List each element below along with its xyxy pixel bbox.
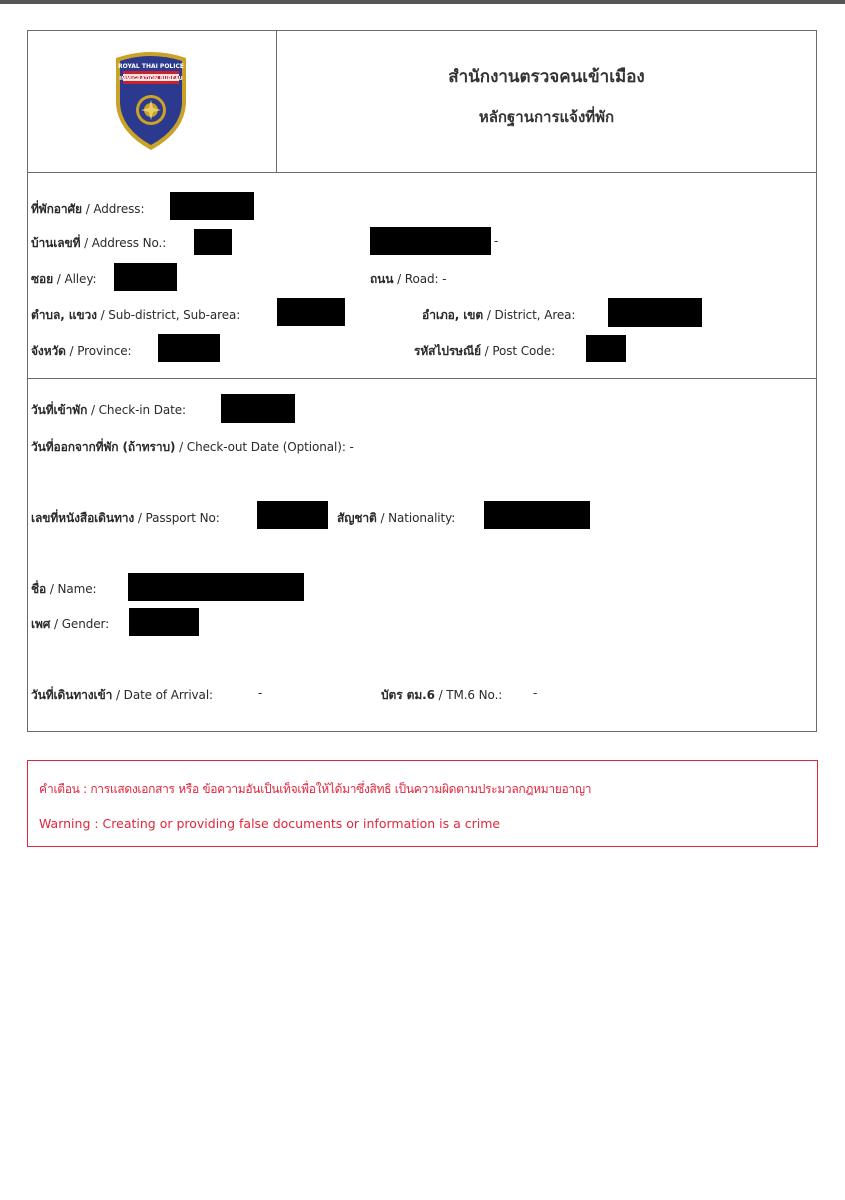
district-label: อำเภอ, เขต / District, Area: bbox=[422, 308, 576, 322]
gender-redacted bbox=[129, 608, 199, 636]
address-no-detail-redacted bbox=[370, 227, 491, 255]
postcode-redacted bbox=[586, 335, 626, 362]
logo-text-band: IMMIGRATION BUREAU bbox=[119, 76, 183, 82]
nationality-label: สัญชาติ / Nationality: bbox=[337, 511, 456, 525]
office-title: สำนักงานตรวจคนเข้าเมือง bbox=[448, 67, 645, 87]
passport-redacted bbox=[257, 501, 328, 529]
checkin-redacted bbox=[221, 394, 295, 423]
immigration-badge-logo bbox=[112, 48, 190, 152]
logo-cell bbox=[28, 31, 277, 172]
alley-redacted bbox=[114, 263, 177, 291]
passport-label: เลขที่หนังสือเดินทาง / Passport No: bbox=[31, 511, 220, 525]
tm6-value: - bbox=[533, 686, 538, 700]
warning-thai: คำเตือน : การแสดงเอกสาร หรือ ข้อความอันเป็นเท็จเพื่อให้ได้มาซึ่งสิทธิ เป็นความผิดตามประมวลกฎหมายอาญา bbox=[39, 782, 592, 796]
address-no-suffix: - bbox=[494, 234, 499, 248]
checkin-label: วันที่เข้าพัก / Check-in Date: bbox=[31, 403, 186, 417]
address-no-label: บ้านเลขที่ / Address No.: bbox=[31, 236, 167, 250]
road-label: ถนน / Road: - bbox=[370, 272, 447, 286]
warning-box bbox=[27, 760, 818, 847]
section-divider bbox=[28, 378, 816, 379]
address-label: ที่พักอาศัย / Address: bbox=[31, 202, 145, 216]
warning-english: Warning : Creating or providing false documents or information is a crime bbox=[39, 816, 501, 831]
tm6-label: บัตร ตม.6 / TM.6 No.: bbox=[381, 688, 503, 702]
province-redacted bbox=[158, 334, 220, 362]
form-header bbox=[28, 31, 816, 173]
gender-label: เพศ / Gender: bbox=[31, 617, 110, 631]
document-subtitle: หลักฐานการแจ้งที่พัก bbox=[478, 108, 615, 126]
nationality-redacted bbox=[484, 501, 590, 529]
checkout-label: วันที่ออกจากที่พัก (ถ้าทราบ) / Check-out Date (Optional): - bbox=[31, 440, 354, 454]
top-rule bbox=[0, 0, 845, 4]
arrival-value: - bbox=[258, 686, 263, 700]
logo-text-top: ROYAL THAI POLICE bbox=[118, 63, 184, 70]
address-redacted bbox=[170, 192, 254, 220]
postcode-label: รหัสไปรษณีย์ / Post Code: bbox=[414, 344, 556, 358]
district-redacted bbox=[608, 298, 702, 327]
title-cell bbox=[277, 31, 816, 172]
province-label: จังหวัด / Province: bbox=[31, 344, 132, 358]
name-label: ชื่อ / Name: bbox=[31, 582, 97, 596]
name-redacted bbox=[128, 573, 304, 601]
notification-form bbox=[27, 30, 817, 732]
subdistrict-label: ตำบล, แขวง / Sub-district, Sub-area: bbox=[31, 308, 241, 322]
address-no-redacted bbox=[194, 229, 232, 255]
subdistrict-redacted bbox=[277, 298, 345, 326]
alley-label: ซอย / Alley: bbox=[31, 272, 97, 286]
arrival-label: วันที่เดินทางเข้า / Date of Arrival: bbox=[31, 688, 213, 702]
